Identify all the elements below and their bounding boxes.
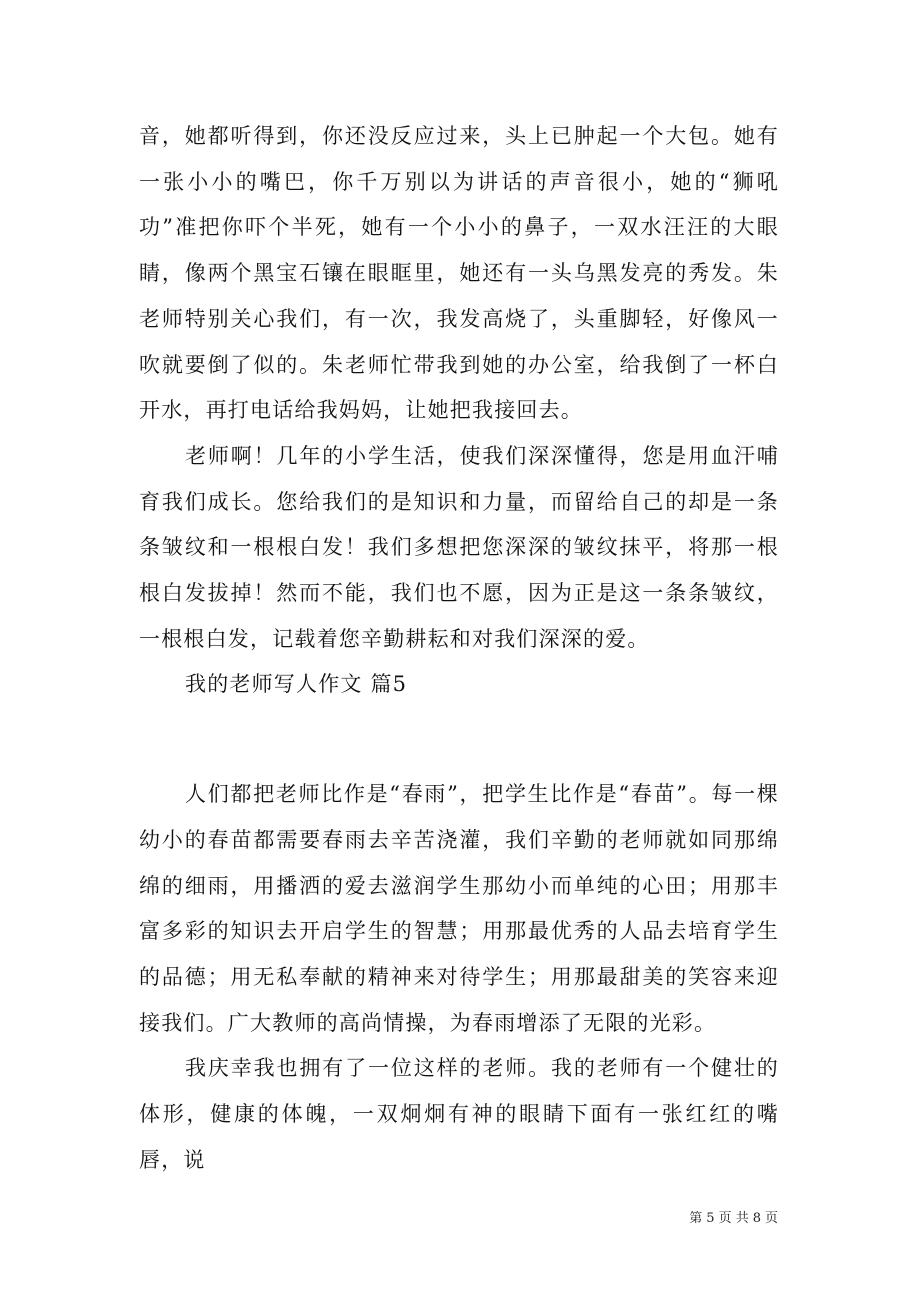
paragraph-continued: 音，她都听得到，你还没反应过来，头上已肿起一个大包。她有一张小小的嘴巴，你千万别以为讲话的声音很小，她的“狮吼功”准把你吓个半死，她有一个小小的鼻子，一双水汪汪的大眼睛，像两个黑宝石镶在眼眶里，她还有一头乌黑发亮的秀发。朱老师特别关心我们，有一次，我发高烧了，头重脚轻，好像风一吹就要倒了似的。朱老师忙带我到她的办公室，给我倒了一杯白开水，再打电话给我妈妈，让她把我接回去。: [139, 124, 779, 423]
footer-middle: 页 共: [718, 1211, 749, 1226]
page-footer: [0, 1207, 920, 1226]
footer-suffix: 页: [764, 1211, 778, 1226]
footer-current-page: 5: [706, 1211, 715, 1226]
footer-prefix: 第: [689, 1211, 703, 1226]
section-heading: 我的老师写人作文 篇5: [185, 672, 408, 697]
footer-total-pages: 8: [752, 1211, 761, 1226]
paragraph-my-teacher: 我庆幸我也拥有了一位这样的老师。我的老师有一个健壮的体形，健康的体魄，一双炯炯有神的眼睛下面有一张红红的嘴唇，说: [139, 1056, 779, 1172]
page-content: [139, 114, 779, 1183]
paragraph-teacher-praise: 老师啊！几年的小学生活，使我们深深懂得，您是用血汗哺育我们成长。您给我们的是知识和力量，而留给自己的却是一条条皱纹和一根根白发！我们多想把您深深的皱纹抹平，将那一根根白发拔掉！然而不能，我们也不愿，因为正是这一条条皱纹，一根根白发，记载着您辛勤耕耘和对我们深深的爱。: [139, 443, 779, 651]
section-spacer: [139, 708, 779, 772]
paragraph-spring-rain: 人们都把老师比作是“春雨”，把学生比作是“春苗”。每一棵幼小的春苗都需要春雨去辛苦浇灌，我们辛勤的老师就如同那绵绵的细雨，用播洒的爱去滋润学生那幼小而单纯的心田；用那丰富多彩的知识去开启学生的智慧；用那最优秀的人品去培育学生的品德；用无私奉献的精神来对待学生；用那最甜美的笑容来迎接我们。广大教师的高尚情操，为春雨增添了无限的光彩。: [139, 782, 779, 1035]
